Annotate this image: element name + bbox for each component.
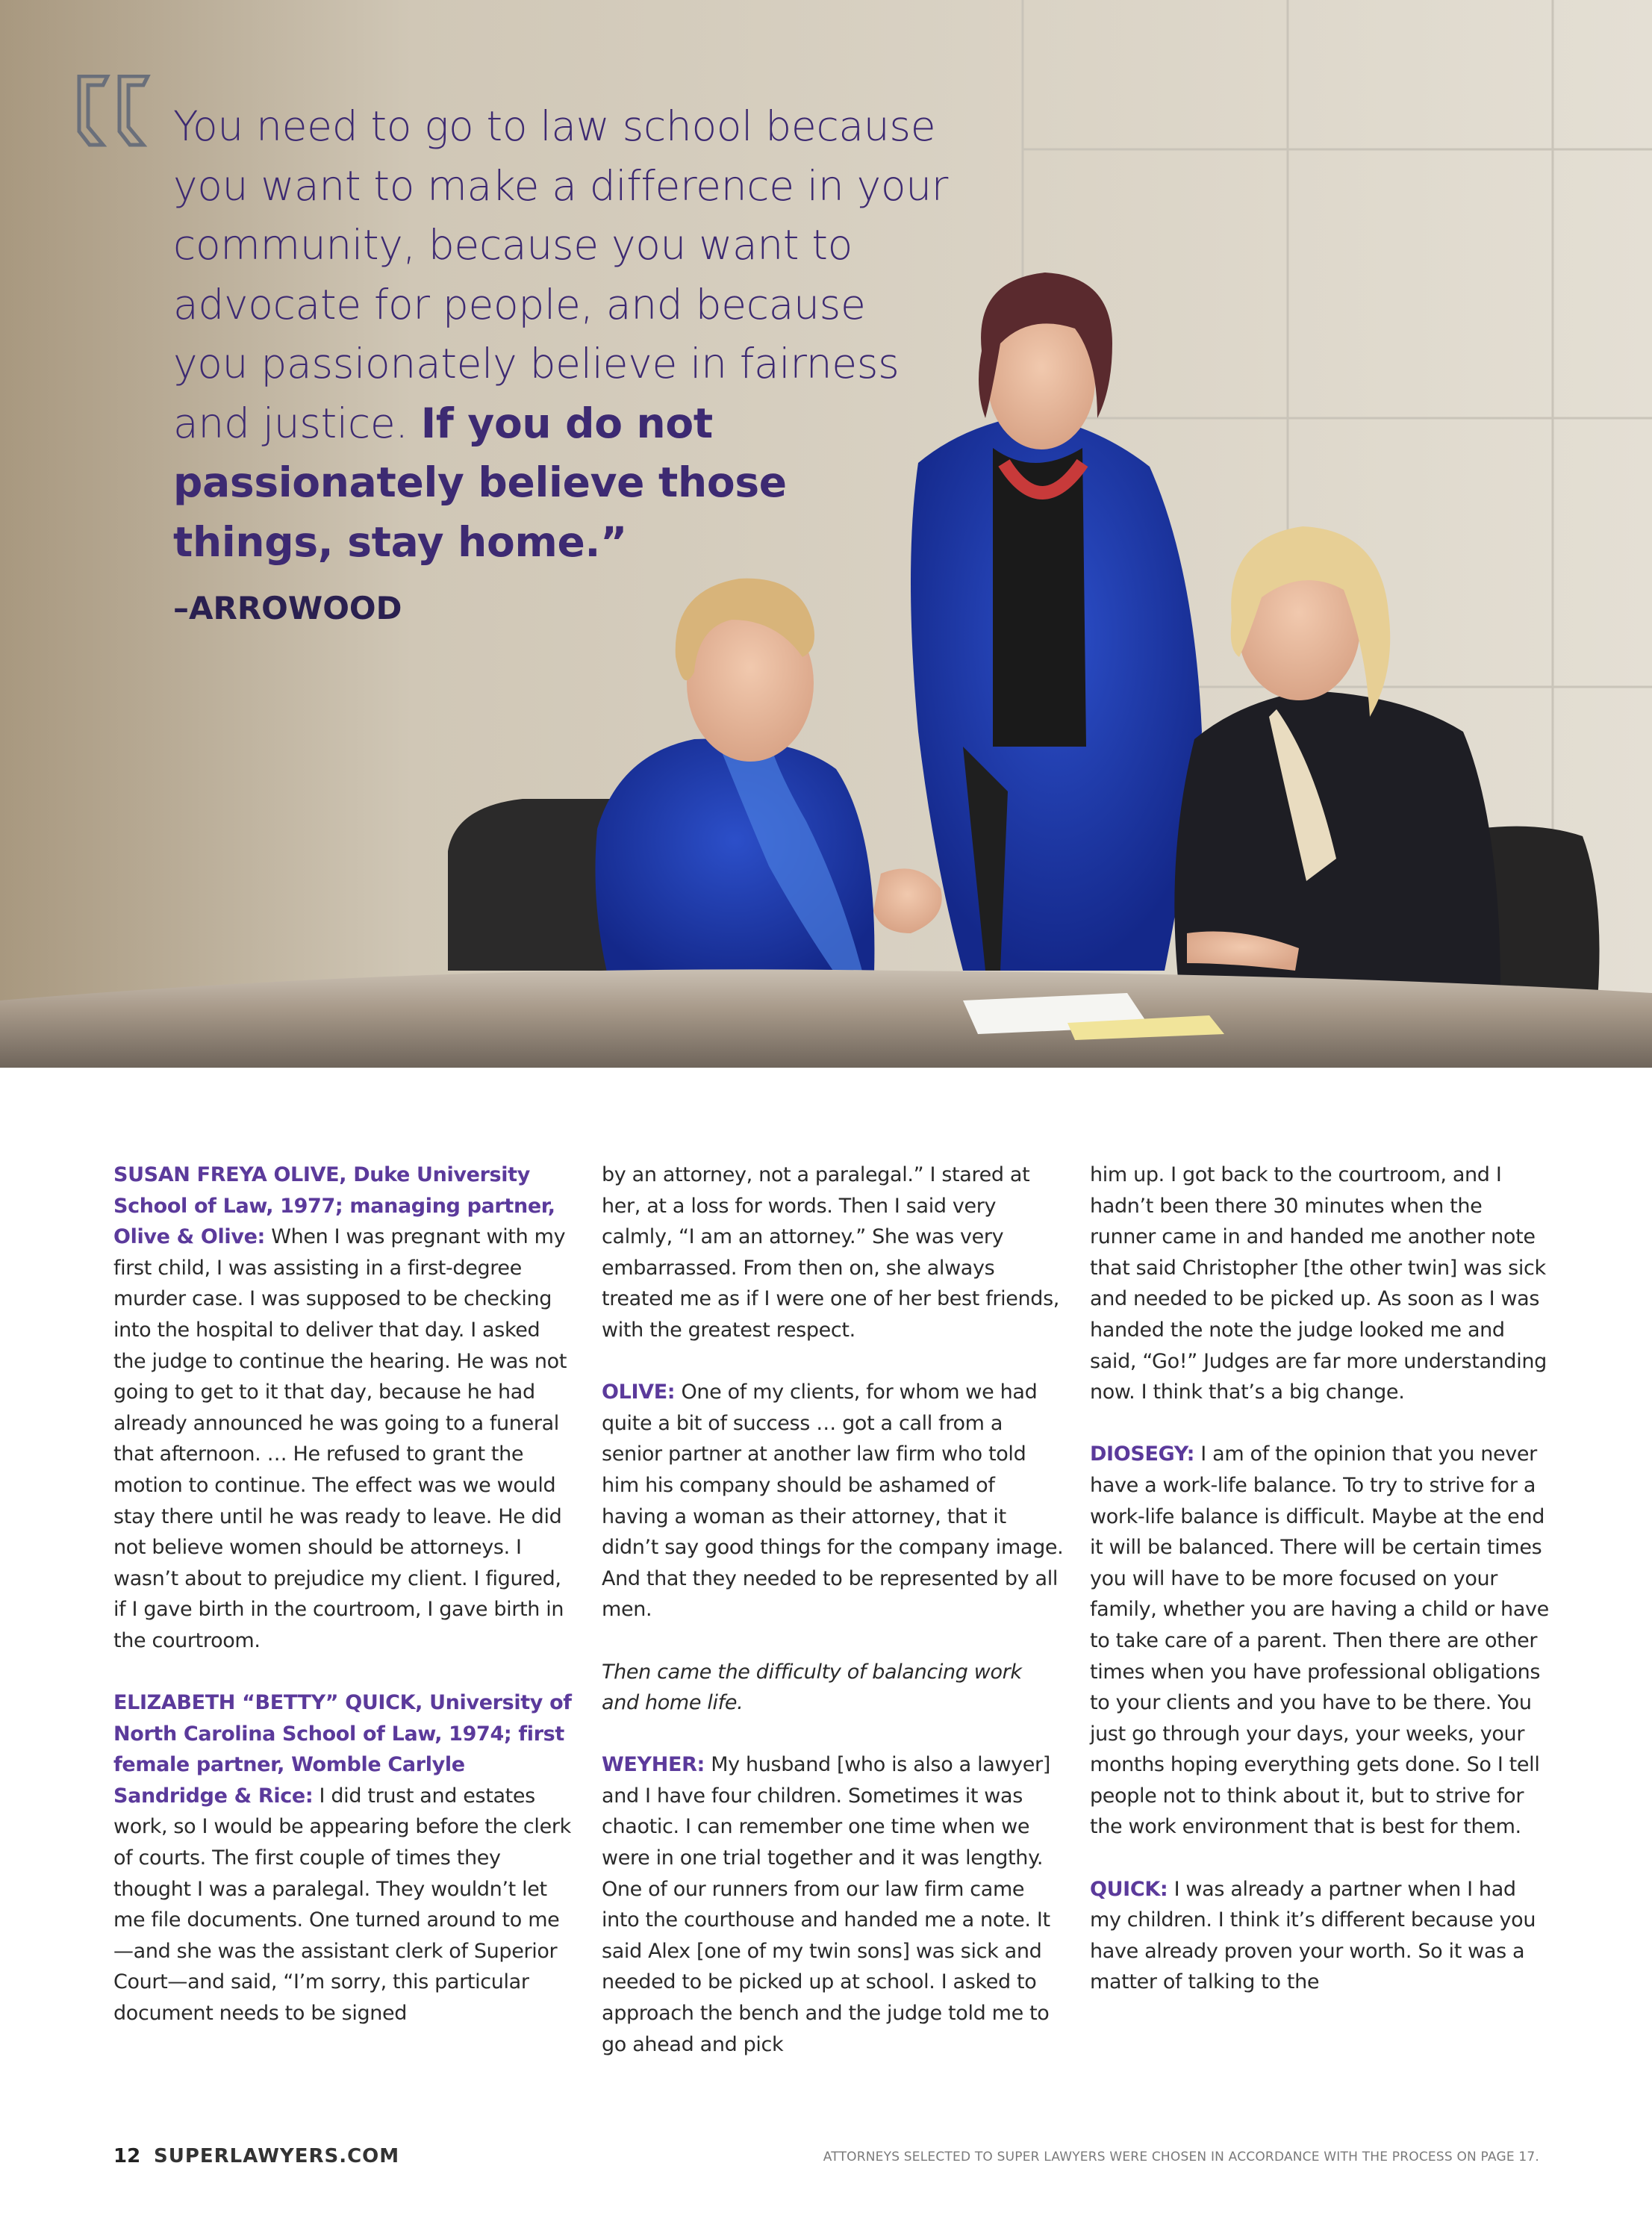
paragraph xyxy=(602,1749,1065,2060)
quote-mark-icon xyxy=(73,75,163,149)
paragraph xyxy=(113,1687,576,2029)
speaker-label: OLIVE: xyxy=(602,1381,676,1404)
paragraph xyxy=(1090,1874,1553,1998)
speaker-label: DIOSEGY: xyxy=(1090,1442,1195,1466)
quote-emphasis: If you do not xyxy=(420,399,713,447)
page-number: 12 xyxy=(113,2145,141,2167)
pull-quote xyxy=(173,97,1017,572)
quote-attribution: –ARROWOOD xyxy=(173,590,402,626)
paragraph-text: I am of the opinion that you never have a work-life balance. To try to strive for a work-life balance is difficult. Maybe at the end it will be balanced. There will be certain times you will have to be more focused on your family, whether you are having a child or have to take care of a parent. Then there are other times when you have professional obligations to your clients and you have to be there. You just go through your days, your weeks, your months hoping everything gets done. So I tell people not to think about it, but to strive for the work environment that is best for them. xyxy=(1090,1442,1549,1839)
quote-emphasis: things, stay home.” xyxy=(173,517,627,566)
speaker-label: WEYHER: xyxy=(602,1753,705,1777)
quote-line: You need to go to law school because xyxy=(173,102,936,150)
quote-text: and justice. xyxy=(173,399,421,447)
paragraph-text: My husband [who is also a lawyer] and I have four children. Sometimes it was chaotic. I can remember one time when we were in one trial together and it was lengthy. One of our runners from our law firm came into the courthouse and handed me a note. It said Alex [one of my twin sons] was sick and needed to be picked up at school. I asked to approach the bench and the judge told me to go ahead and pick xyxy=(602,1753,1050,2056)
paragraph xyxy=(113,1160,576,1657)
quote-line: community, because you want to xyxy=(173,221,853,269)
speaker-label: ELIZABETH “BETTY” QUICK, University of North Carolina School of Law, 1974; first female partner, Womble Carlyle Sandridge & Rice: xyxy=(113,1691,572,1808)
speaker-label: QUICK: xyxy=(1090,1877,1168,1901)
paragraph-text: One of my clients, for whom we had quite a bit of success … got a call from a senior partner at another law firm who told him his company should be ashamed of having a woman as their attorney, that it didn’t say good things for the company image. And that they needed to be represented by all men. xyxy=(602,1381,1064,1622)
interviewer-prompt: Then came the difficulty of balancing work and home life. xyxy=(602,1660,1022,1715)
page-footer xyxy=(113,2145,1539,2175)
column-3 xyxy=(1090,1160,1553,2029)
quote-line: you passionately believe in fairness xyxy=(173,340,900,387)
paragraph xyxy=(602,1160,1065,1346)
quote-line: advocate for people, and because xyxy=(173,280,866,329)
quote-line: you want to make a difference in your xyxy=(173,161,949,210)
paragraph xyxy=(1090,1160,1553,1408)
quote-line xyxy=(173,394,1017,454)
column-1 xyxy=(113,1160,576,2060)
paragraph-text: I did trust and estates work, so I would be appearing before the clerk of courts. The first couple of times they thought I was a paralegal. They wouldn’t let me file documents. One turned around to me—and she was the assistant clerk of Superior Court—and said, “I’m sorry, this particular document needs to be signed xyxy=(113,1784,571,2026)
quote-line xyxy=(173,513,1017,573)
paragraph-text: by an attorney, not a paralegal.” I stared at her, at a loss for words. Then I said very calmly, “I am an attorney.” She was very embarrassed. From then on, she always treated me as if I were one of her best friends, with the greatest respect. xyxy=(602,1163,1060,1342)
paragraph-text: him up. I got back to the courtroom, and I hadn’t been there 30 minutes when the runner came in and handed me another note that said Christopher [the other twin] was sick and needed to be picked up. As soon as I was handed the note the judge looked me and said, “Go!” Judges are far more understanding now. I think that’s a big change. xyxy=(1090,1163,1547,1404)
paragraph xyxy=(1090,1439,1553,1843)
paragraph xyxy=(602,1377,1065,1625)
paragraph-text: I was already a partner when I had my children. I think it’s different because you have already proven your worth. So it was a matter of talking to the xyxy=(1090,1877,1536,1994)
paragraph-text: When I was pregnant with my first child, I was assisting in a first-degree murder case. I was supposed to be checking into the hospital to deliver that day. I asked the judge to continue the hearing. He was not going to get to it that day, because he had already announced he was going to a funeral that afternoon. … He refused to grant the motion to continue. The effect was we would stay there until he was ready to leave. He did not believe women should be attorneys. I wasn’t about to prejudice my client. I figured, if I gave birth in the courtroom, I gave birth in the courtroom. xyxy=(113,1225,567,1652)
site-link[interactable]: SUPERLAWYERS.COM xyxy=(154,2145,400,2167)
quote-emphasis: passionately believe those xyxy=(173,458,787,506)
footer-disclaimer: ATTORNEYS SELECTED TO SUPER LAWYERS WERE CHOSEN IN ACCORDANCE WITH THE PROCESS ON PAGE 17. xyxy=(823,2150,1539,2164)
column-2 xyxy=(602,1160,1065,2091)
quote-line xyxy=(173,453,1017,513)
speaker-label: SUSAN FREYA OLIVE, Duke University School of Law, 1977; managing partner, Olive & Olive: xyxy=(113,1163,555,1249)
